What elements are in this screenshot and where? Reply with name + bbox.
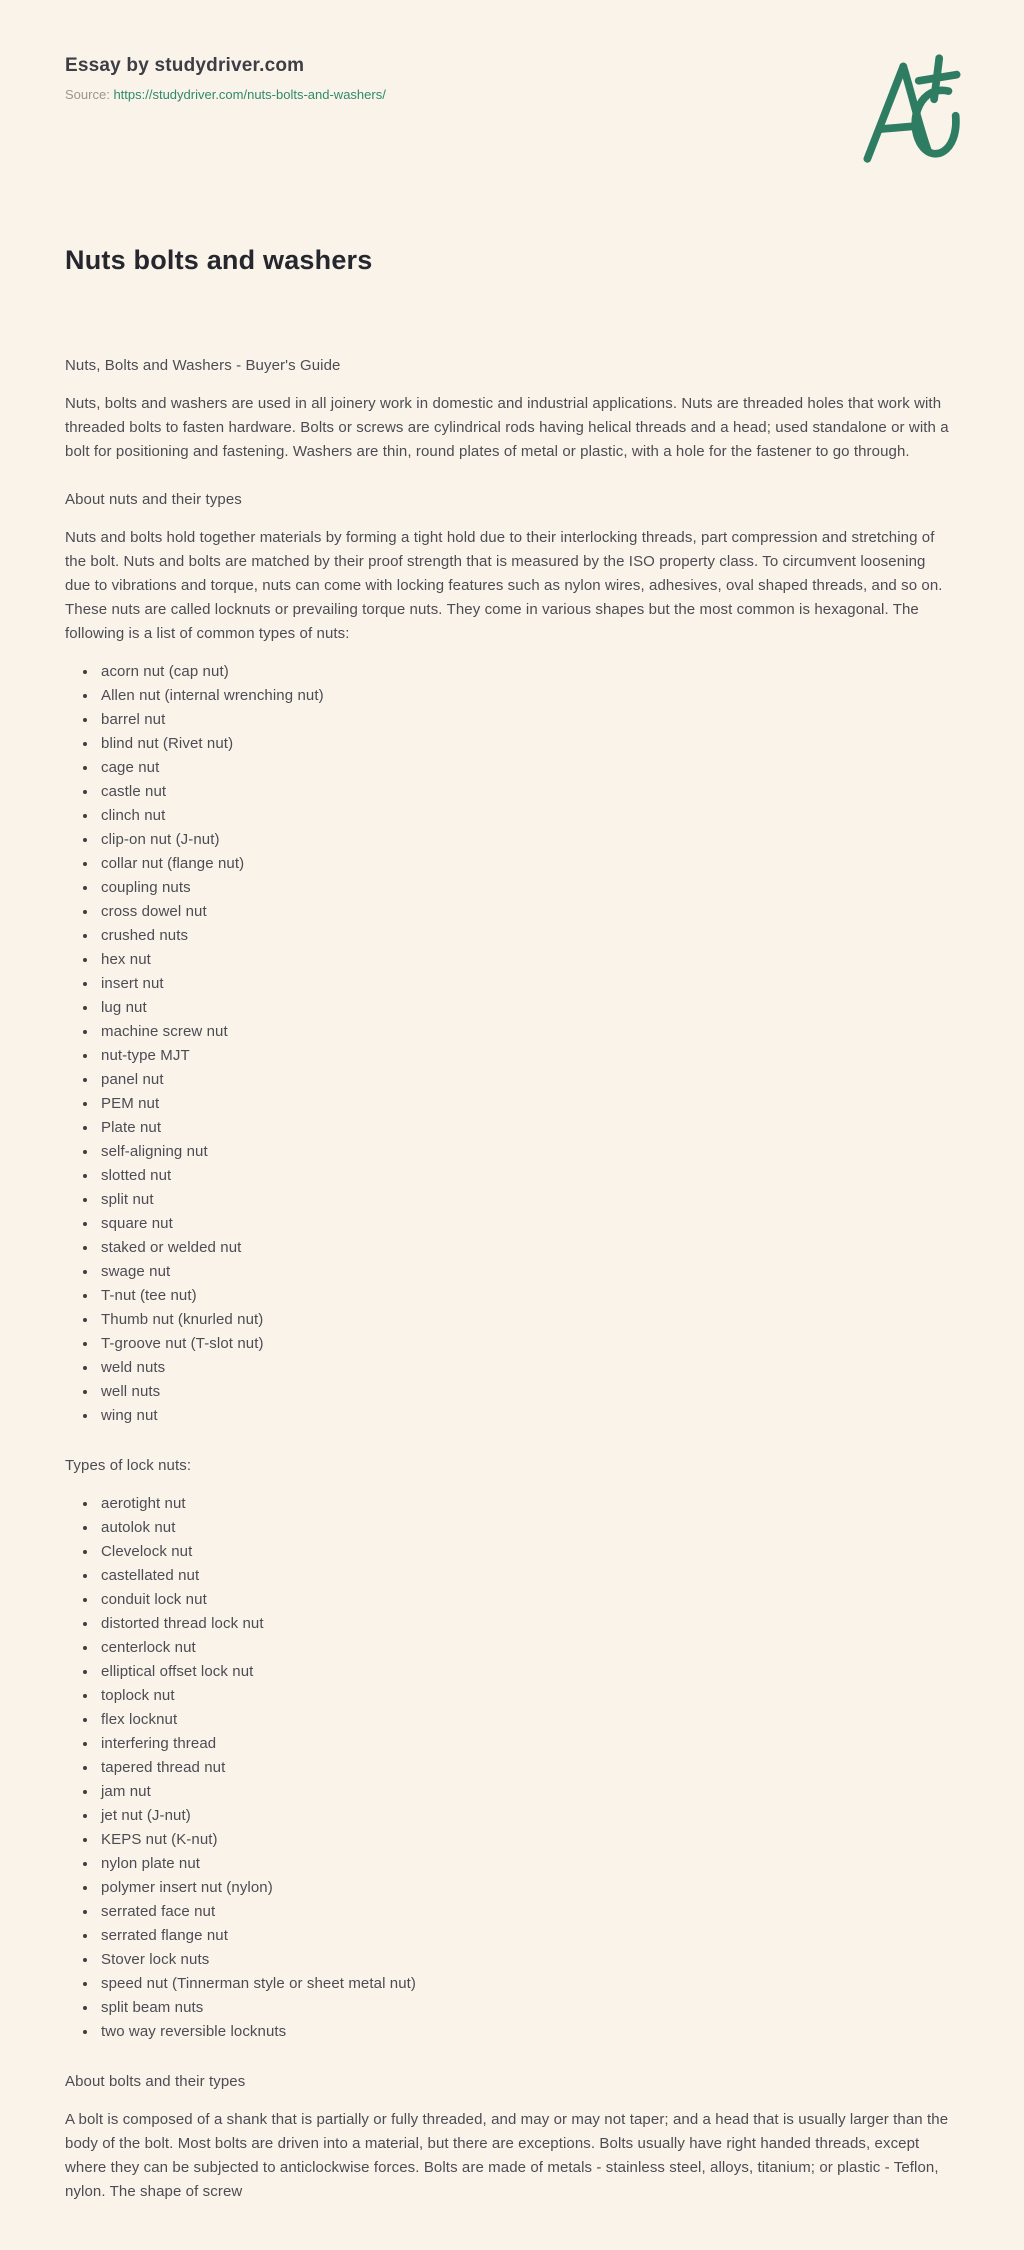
list-item: • aerotight nut — [98, 1492, 950, 1516]
list-item: • cross dowel nut — [98, 900, 950, 924]
list-item: • insert nut — [98, 972, 950, 996]
list-item: • Plate nut — [98, 1116, 950, 1140]
page-header — [65, 55, 944, 102]
list-item: • staked or welded nut — [98, 1236, 950, 1260]
list-item: • cage nut — [98, 756, 950, 780]
list-item: • clip-on nut (J-nut) — [98, 828, 950, 852]
source-url-link[interactable]: https://studydriver.com/nuts-bolts-and-washers/ — [113, 87, 386, 102]
source-label: Source: — [65, 87, 110, 102]
list-item: • two way reversible locknuts — [98, 2020, 950, 2044]
list-item: • nylon plate nut — [98, 1852, 950, 1876]
list-item: • slotted nut — [98, 1164, 950, 1188]
list-item: • self-aligning nut — [98, 1140, 950, 1164]
list-item: • barrel nut — [98, 708, 950, 732]
list-item: • serrated face nut — [98, 1900, 950, 1924]
list-item: • autolok nut — [98, 1516, 950, 1540]
list-item: • centerlock nut — [98, 1636, 950, 1660]
list-item: • clinch nut — [98, 804, 950, 828]
a-plus-logo-icon — [859, 50, 964, 165]
list-item: • castle nut — [98, 780, 950, 804]
lock-nut-types-list — [65, 1492, 950, 2044]
list-item: • nut-type MJT — [98, 1044, 950, 1068]
list-item: • jet nut (J-nut) — [98, 1804, 950, 1828]
list-item: • collar nut (flange nut) — [98, 852, 950, 876]
source-line — [65, 87, 944, 102]
essay-content — [65, 354, 950, 2204]
list-item: • well nuts — [98, 1380, 950, 1404]
list-item: • interfering thread — [98, 1732, 950, 1756]
list-item: • wing nut — [98, 1404, 950, 1428]
list-item: • serrated flange nut — [98, 1924, 950, 1948]
list-item: • split nut — [98, 1188, 950, 1212]
list-item: • Stover lock nuts — [98, 1948, 950, 1972]
list-item: • acorn nut (cap nut) — [98, 660, 950, 684]
list-item: • lug nut — [98, 996, 950, 1020]
list-item: • elliptical offset lock nut — [98, 1660, 950, 1684]
bolts-section-heading: About bolts and their types — [65, 2073, 246, 2090]
list-item: • Clevelock nut — [98, 1540, 950, 1564]
list-item: • split beam nuts — [98, 1996, 950, 2020]
list-item: • castellated nut — [98, 1564, 950, 1588]
list-item: • T-nut (tee nut) — [98, 1284, 950, 1308]
page-title: Nuts bolts and washers — [65, 245, 373, 275]
list-item: • coupling nuts — [98, 876, 950, 900]
list-item: • tapered thread nut — [98, 1756, 950, 1780]
byline: Essay by studydriver.com — [65, 55, 305, 76]
list-item: • hex nut — [98, 948, 950, 972]
list-item: • PEM nut — [98, 1092, 950, 1116]
list-item: • swage nut — [98, 1260, 950, 1284]
list-item: • flex locknut — [98, 1708, 950, 1732]
paragraph-nuts: Nuts and bolts hold together materials by forming a tight hold due to their interlocking threads, part compression and stretching of the bolt. Nuts and bolts are matched by their proof strength that is measured by the ISO property class. To circumvent loosening due to vibrations and torque, nuts can come with locking features such as nylon wires, adhesives, oval shaped threads, and so on. These nuts are called locknuts or prevailing torque nuts. They come in various shapes but the most common is hexagonal. The following is a list of common types of nuts: — [65, 529, 943, 642]
list-item: • Allen nut (internal wrenching nut) — [98, 684, 950, 708]
nuts-section-heading: About nuts and their types — [65, 491, 242, 508]
list-item: • crushed nuts — [98, 924, 950, 948]
list-item: • square nut — [98, 1212, 950, 1236]
list-item: • speed nut (Tinnerman style or sheet metal nut) — [98, 1972, 950, 1996]
intro-line: Nuts, Bolts and Washers - Buyer's Guide — [65, 357, 341, 374]
list-item: • distorted thread lock nut — [98, 1612, 950, 1636]
list-item: • KEPS nut (K-nut) — [98, 1828, 950, 1852]
lock-nuts-heading: Types of lock nuts: — [65, 1457, 192, 1474]
list-item: • Thumb nut (knurled nut) — [98, 1308, 950, 1332]
list-item: • jam nut — [98, 1780, 950, 1804]
list-item: • weld nuts — [98, 1356, 950, 1380]
paragraph-bolts: A bolt is composed of a shank that is partially or fully threaded, and may or may not taper; and a head that is usually larger than the body of the bolt. Most bolts are driven into a material, but there are exceptions. Bolts usually have right handed threads, except where they can be subjected to anticlockwise forces. Bolts are made of metals - stainless steel, alloys, titanium; or plastic - Teflon, nylon. The shape of screw — [65, 2111, 949, 2200]
list-item: • toplock nut — [98, 1684, 950, 1708]
list-item: • T-groove nut (T-slot nut) — [98, 1332, 950, 1356]
paragraph-overview: Nuts, bolts and washers are used in all joinery work in domestic and industrial applications. Nuts are threaded holes that work with threaded bolts to fasten hardware. Bolts or screws are cylindrical rods having helical threads and a head; used standalone or with a bolt for positioning and fastening. Washers are thin, round plates of metal or plastic, with a hole for the fastener to go through. — [65, 395, 949, 460]
list-item: • polymer insert nut (nylon) — [98, 1876, 950, 1900]
list-item: • panel nut — [98, 1068, 950, 1092]
list-item: • blind nut (Rivet nut) — [98, 732, 950, 756]
list-item: • machine screw nut — [98, 1020, 950, 1044]
list-item: • conduit lock nut — [98, 1588, 950, 1612]
nut-types-list — [65, 660, 950, 1428]
